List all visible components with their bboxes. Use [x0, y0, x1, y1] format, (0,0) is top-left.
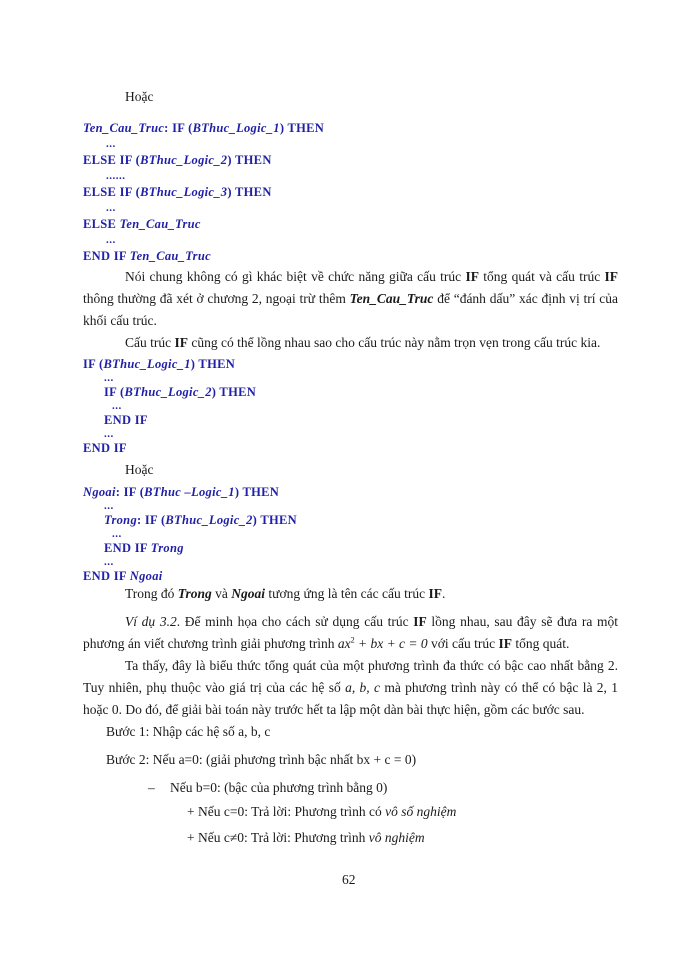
code-ellipsis: ... [104, 556, 114, 568]
code-ellipsis: ... [104, 500, 114, 512]
code-line: END IF Ten_Cau_Truc [83, 249, 211, 263]
paragraph: Ví dụ 3.2. Để minh họa cho cách sử dụng cấu trúc IF lồng nhau, sau đây sẽ đưa ra một phương án viết chương trình giải phương trình $ax^2$ + bx + c = 0 với cấu trúc IF tổng quát. [83, 614, 619, 651]
paragraph: Trong đó Trong và Ngoai tương ứng là tên các cấu trúc IF. [125, 586, 446, 601]
code-line: END IF [83, 441, 127, 455]
code-line: ELSE IF (BThuc_Logic_2) THEN [83, 153, 272, 167]
code-line: Ten_Cau_Truc: IF (BThuc_Logic_1) THEN [83, 121, 325, 135]
structure-label: Ten_Cau_Truc [83, 121, 165, 135]
step-2: Bước 2: Nếu a=0: (giải phương trình bậc nhất bx + c = 0) [106, 752, 417, 767]
code-ellipsis: ... [104, 428, 114, 440]
code-line: END IF [104, 413, 148, 427]
code-ellipsis: ... [106, 202, 116, 214]
code-ellipsis: ...... [106, 170, 126, 182]
paragraph: Nói chung không có gì khác biệt về chức năng giữa cấu trúc IF tổng quát và cấu trúc IF thông thường đã xét ở chương 2, ngoại trừ thêm Ten_Cau_Truc để “đánh dấu” xác định vị trí của khối cấu trúc. [83, 269, 618, 328]
paragraph: Ta thấy, đây là biểu thức tổng quát của một phương trình đa thức có bậc cao nhất bằng 2. Tuy nhiên, phụ thuộc vào giá trị của các hệ số a, b, c mà phương trình này có thể có bậc là 2, 1 hoặc 0. Do đó, để giải bài toán này trước hết ta lập một dàn bài thực hiện, gồm các bước sau. [83, 658, 618, 717]
equation: ax [337, 636, 351, 651]
code-ellipsis: ... [106, 138, 116, 150]
sub-step: Nếu b=0: (bậc của phương trình bằng 0) [170, 780, 388, 795]
structure-label: Trong [104, 513, 137, 527]
page-number: 62 [342, 872, 356, 887]
or-label: Hoặc [125, 89, 154, 104]
code-line: END IF Ngoai [83, 569, 163, 583]
code-line: IF (BThuc_Logic_1) THEN [83, 357, 236, 371]
sub-sub-step: + Nếu c=0: Trả lời: Phương trình có vô số nghiệm [187, 804, 457, 819]
bullet-dash: – [148, 780, 155, 795]
code-ellipsis: ... [112, 528, 122, 540]
code-line: END IF Trong [104, 541, 184, 555]
code-line: IF (BThuc_Logic_2) THEN [104, 385, 257, 399]
code-ellipsis: ... [104, 372, 114, 384]
code-ellipsis: ... [106, 234, 116, 246]
or-label: Hoặc [125, 462, 154, 477]
sub-sub-step: + Nếu c≠0: Trả lời: Phương trình vô nghiệm [187, 830, 425, 845]
code-line: ELSE IF (BThuc_Logic_3) THEN [83, 185, 272, 199]
code-line: Trong: IF (BThuc_Logic_2) THEN [104, 513, 297, 527]
code-line: ELSE Ten_Cau_Truc [83, 217, 201, 231]
code-line: Ngoai: IF (BThuc –Logic_1) THEN [83, 485, 280, 499]
paragraph: Cấu trúc IF cũng có thể lồng nhau sao cho cấu trúc này nằm trọn vẹn trong cấu trúc kia. [125, 335, 601, 350]
step-1: Bước 1: Nhập các hệ số a, b, c [106, 724, 271, 739]
structure-label: Ngoai [83, 485, 116, 499]
code-ellipsis: ... [112, 400, 122, 412]
